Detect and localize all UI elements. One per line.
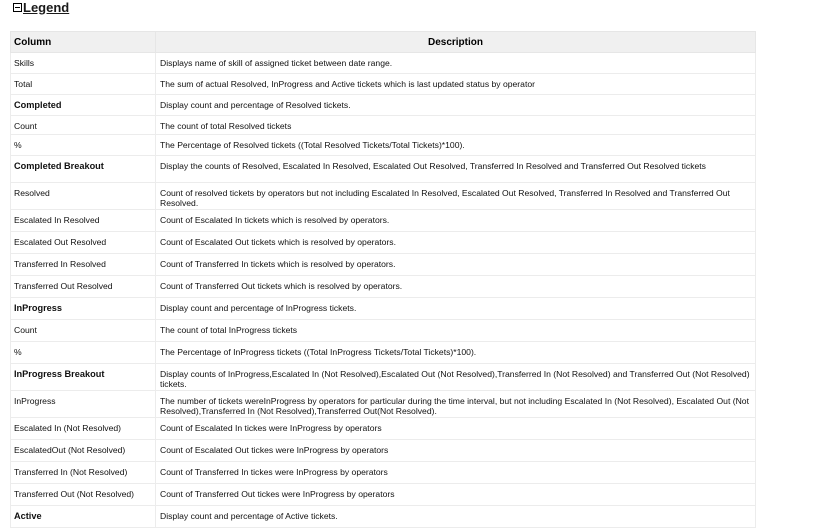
table-row [11,462,756,484]
table-row [11,53,756,74]
table-row [11,210,756,232]
column-header: Column [11,32,156,53]
column-name-cell: InProgress [11,391,156,418]
column-name-cell: Completed [11,95,156,116]
table-row [11,276,756,298]
column-name-cell: Transferred In Resolved [11,254,156,276]
description-cell: Count of Escalated Out tickes were InProgress by operators [156,440,756,462]
description-cell: The sum of actual Resolved, InProgress and Active tickets which is last updated status by operator [156,74,756,95]
description-cell: The number of tickets wereInProgress by operators for particular during the time interval, but not including Escalated In (Not Resolved), Escalated Out (Not Resolved),Transferred In (Not Resolved),Transferred Out(Not Resolved). [156,391,756,418]
description-cell: Count of Transferred In tickets which is resolved by operators. [156,254,756,276]
table-row [11,320,756,342]
legend-title[interactable]: Legend [23,0,70,15]
legend-toggle[interactable] [13,0,69,14]
description-cell: Display count and percentage of InProgress tickets. [156,298,756,320]
description-cell: Display the counts of Resolved, Escalated In Resolved, Escalated Out Resolved, Transferred In Resolved and Transferred Out Resolved tickets [156,156,756,183]
column-name-cell: InProgress [11,298,156,320]
table-row [11,116,756,135]
table-row [11,183,756,210]
description-cell: Display count and percentage of Resolved tickets. [156,95,756,116]
table-row [11,364,756,391]
table-row [11,74,756,95]
column-name-cell: % [11,135,156,156]
column-name-cell: Transferred In (Not Resolved) [11,462,156,484]
table-row [11,440,756,462]
column-name-cell: Active [11,506,156,528]
table-row [11,232,756,254]
column-name-cell: % [11,342,156,364]
table-row [11,298,756,320]
description-cell: Count of Escalated In tickes were InProgress by operators [156,418,756,440]
column-name-cell: InProgress Breakout [11,364,156,391]
table-row [11,254,756,276]
table-row [11,156,756,183]
description-cell: Count of Escalated In tickets which is resolved by operators. [156,210,756,232]
description-cell: Displays name of skill of assigned ticket between date range. [156,53,756,74]
legend-table [10,31,756,528]
column-name-cell: Escalated In (Not Resolved) [11,418,156,440]
description-cell: Display counts of InProgress,Escalated In (Not Resolved),Escalated Out (Not Resolved),Transferred In (Not Resolved) and Transferred Out (Not Resolved) tickets. [156,364,756,391]
description-cell: Display count and percentage of Active tickets. [156,506,756,528]
column-name-cell: Transferred Out Resolved [11,276,156,298]
column-name-cell: Skills [11,53,156,74]
description-cell: The count of total InProgress tickets [156,320,756,342]
description-cell: The count of total Resolved tickets [156,116,756,135]
description-cell: The Percentage of InProgress tickets ((Total InProgress Tickets/Total Tickets)*100). [156,342,756,364]
description-cell: Count of Transferred Out tickets which is resolved by operators. [156,276,756,298]
description-cell: The Percentage of Resolved tickets ((Total Resolved Tickets/Total Tickets)*100). [156,135,756,156]
column-name-cell: EscalatedOut (Not Resolved) [11,440,156,462]
description-cell: Count of Escalated Out tickets which is resolved by operators. [156,232,756,254]
description-header: Description [156,32,756,53]
table-row [11,342,756,364]
legend-header-row [11,32,756,53]
column-name-cell: Count [11,116,156,135]
column-name-cell: Count [11,320,156,342]
column-name-cell: Escalated In Resolved [11,210,156,232]
column-name-cell: Escalated Out Resolved [11,232,156,254]
table-row [11,418,756,440]
legend-table-body [11,53,756,528]
column-name-cell: Transferred Out (Not Resolved) [11,484,156,506]
column-name-cell: Resolved [11,183,156,210]
table-row [11,135,756,156]
description-cell: Count of resolved tickets by operators but not including Escalated In Resolved, Escalated Out Resolved, Transferred In Resolved and Transferred Out Resolved. [156,183,756,210]
description-cell: Count of Transferred Out tickes were InProgress by operators [156,484,756,506]
column-name-cell: Completed Breakout [11,156,156,183]
table-row [11,484,756,506]
column-name-cell: Total [11,74,156,95]
table-row [11,95,756,116]
table-row [11,506,756,528]
table-row [11,391,756,418]
description-cell: Count of Transferred In tickes were InProgress by operators [156,462,756,484]
collapse-minus-icon[interactable] [13,3,22,12]
